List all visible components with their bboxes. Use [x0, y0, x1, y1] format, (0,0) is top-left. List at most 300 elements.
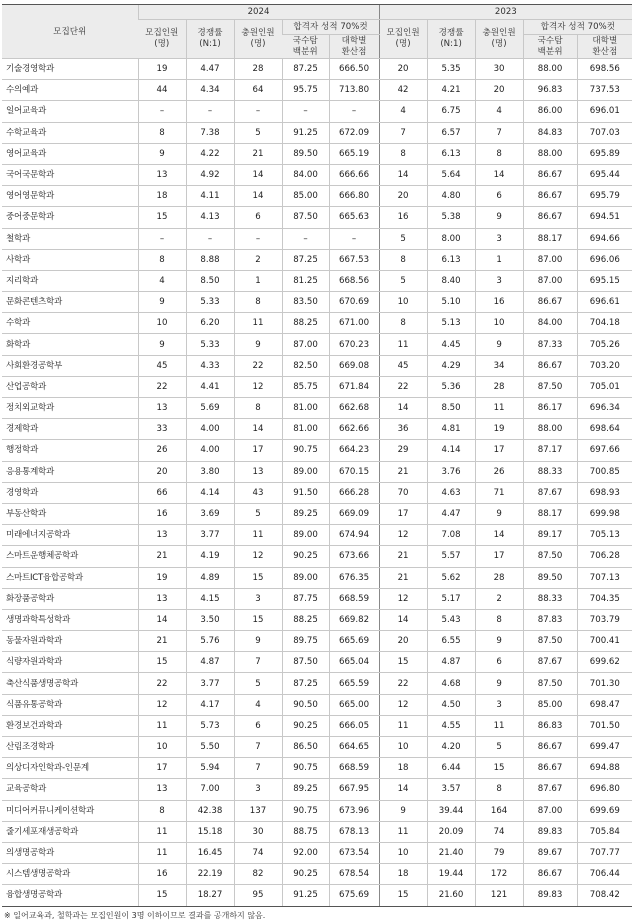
cell-extra-2023: 9 [475, 207, 523, 228]
cell-percentile-2024: 90.25 [282, 715, 329, 736]
cell-quota-2024: 16 [138, 503, 186, 524]
cell-quota-2023: 14 [379, 779, 427, 800]
cell-quota-2023: 21 [379, 567, 427, 588]
cell-percentile-2023: 86.17 [523, 398, 577, 419]
cell-department: 영어교육과 [2, 143, 138, 164]
cell-department: 환경보건과학과 [2, 715, 138, 736]
cell-extra-2024: 11 [234, 313, 282, 334]
cell-converted-2023: 698.56 [577, 59, 632, 80]
cell-competition-2024: 6.20 [186, 313, 234, 334]
cell-competition-2024: 3.77 [186, 673, 234, 694]
cell-competition-2024: 3.50 [186, 609, 234, 630]
cell-converted-2024: 670.69 [329, 292, 379, 313]
cell-extra-2023: 6 [475, 186, 523, 207]
cell-extra-2023: 74 [475, 821, 523, 842]
cell-percentile-2023: 86.67 [523, 758, 577, 779]
cell-department: 중어중문학과 [2, 207, 138, 228]
cell-converted-2023: 701.30 [577, 673, 632, 694]
header-percentile-2023: 국수탐 백분위 [523, 35, 577, 59]
cell-converted-2023: 706.44 [577, 864, 632, 885]
cell-converted-2023: 708.42 [577, 885, 632, 906]
cell-competition-2023: 4.20 [427, 737, 475, 758]
cell-competition-2023: 20.09 [427, 821, 475, 842]
cell-extra-2024: 28 [234, 59, 282, 80]
cell-department: 지리학과 [2, 270, 138, 291]
cell-department: 산업공학과 [2, 376, 138, 397]
cell-percentile-2023: 88.00 [523, 143, 577, 164]
cell-quota-2024: 21 [138, 546, 186, 567]
cell-competition-2024: 4.22 [186, 143, 234, 164]
header-quota-2023: 모집인원 (명) [379, 20, 427, 59]
cell-converted-2024: 669.09 [329, 503, 379, 524]
cell-extra-2023: 121 [475, 885, 523, 906]
cell-percentile-2024: 81.00 [282, 398, 329, 419]
cell-percentile-2024: 81.25 [282, 270, 329, 291]
cell-extra-2024: 8 [234, 398, 282, 419]
cell-competition-2023: 8.50 [427, 398, 475, 419]
cell-competition-2024: – [186, 101, 234, 122]
cell-department: 일어교육과 [2, 101, 138, 122]
cell-percentile-2024: 90.25 [282, 546, 329, 567]
table-row [2, 694, 632, 715]
cell-converted-2023: 696.06 [577, 249, 632, 270]
cell-percentile-2023: 88.00 [523, 59, 577, 80]
cell-percentile-2023: 87.50 [523, 376, 577, 397]
cell-quota-2024: 14 [138, 609, 186, 630]
cell-competition-2023: 5.38 [427, 207, 475, 228]
cell-extra-2023: 3 [475, 228, 523, 249]
cell-converted-2024: 672.09 [329, 122, 379, 143]
table-row [2, 673, 632, 694]
cell-percentile-2024: 84.00 [282, 164, 329, 185]
cell-department: 영어영문학과 [2, 186, 138, 207]
cell-quota-2023: 12 [379, 525, 427, 546]
table-row [2, 842, 632, 863]
cell-department: 의생명공학과 [2, 842, 138, 863]
cell-extra-2024: 22 [234, 355, 282, 376]
header-year-2023: 2023 [379, 5, 632, 20]
cell-percentile-2024: 86.50 [282, 737, 329, 758]
cell-percentile-2024: 89.75 [282, 631, 329, 652]
cell-percentile-2023: 87.50 [523, 673, 577, 694]
table-row [2, 715, 632, 736]
cell-extra-2023: 71 [475, 482, 523, 503]
cell-converted-2024: 662.68 [329, 398, 379, 419]
cell-converted-2024: 669.82 [329, 609, 379, 630]
cell-percentile-2023: 89.83 [523, 821, 577, 842]
cell-extra-2023: 30 [475, 59, 523, 80]
cell-extra-2024: 137 [234, 800, 282, 821]
cell-converted-2024: 675.69 [329, 885, 379, 906]
cell-converted-2024: 665.00 [329, 694, 379, 715]
cell-converted-2023: 700.41 [577, 631, 632, 652]
cell-converted-2023: 704.18 [577, 313, 632, 334]
cell-percentile-2023: 89.50 [523, 567, 577, 588]
cell-percentile-2024: 87.25 [282, 673, 329, 694]
cell-extra-2024: 9 [234, 334, 282, 355]
cell-competition-2024: 18.27 [186, 885, 234, 906]
cell-converted-2023: 699.62 [577, 652, 632, 673]
cell-extra-2023: 79 [475, 842, 523, 863]
cell-quota-2023: 14 [379, 398, 427, 419]
cell-department: 수학과 [2, 313, 138, 334]
cell-percentile-2024: 88.75 [282, 821, 329, 842]
cell-competition-2024: 4.33 [186, 355, 234, 376]
cell-department: 교육공학과 [2, 779, 138, 800]
cell-percentile-2024: 85.75 [282, 376, 329, 397]
cell-quota-2023: 4 [379, 101, 427, 122]
cell-converted-2023: 707.77 [577, 842, 632, 863]
cell-converted-2023: 696.34 [577, 398, 632, 419]
cell-converted-2024: 668.59 [329, 758, 379, 779]
header-score70-2024: 합격자 성적 70%컷 [282, 20, 379, 35]
cell-department: 화학과 [2, 334, 138, 355]
cell-converted-2023: 704.35 [577, 588, 632, 609]
cell-department: 문화콘텐츠학과 [2, 292, 138, 313]
header-converted-2024: 대학별 환산점 [329, 35, 379, 59]
table-row [2, 334, 632, 355]
cell-extra-2023: 3 [475, 694, 523, 715]
cell-percentile-2024: 88.25 [282, 609, 329, 630]
cell-quota-2024: 8 [138, 249, 186, 270]
cell-competition-2024: 4.11 [186, 186, 234, 207]
cell-percentile-2024: – [282, 228, 329, 249]
cell-quota-2024: 18 [138, 186, 186, 207]
cell-competition-2024: 16.45 [186, 842, 234, 863]
cell-department: 사회환경공학부 [2, 355, 138, 376]
cell-competition-2023: 4.21 [427, 80, 475, 101]
cell-quota-2023: 22 [379, 376, 427, 397]
cell-extra-2023: 8 [475, 779, 523, 800]
cell-percentile-2024: 89.00 [282, 461, 329, 482]
cell-quota-2024: 15 [138, 207, 186, 228]
cell-extra-2023: 1 [475, 249, 523, 270]
cell-extra-2024: 30 [234, 821, 282, 842]
cell-department: 줄기세포재생공학과 [2, 821, 138, 842]
cell-percentile-2023: 86.67 [523, 864, 577, 885]
cell-percentile-2024: – [282, 101, 329, 122]
table-row [2, 292, 632, 313]
cell-department: 정치외교학과 [2, 398, 138, 419]
cell-converted-2023: 703.79 [577, 609, 632, 630]
cell-extra-2024: 5 [234, 503, 282, 524]
cell-quota-2024: 13 [138, 525, 186, 546]
cell-competition-2023: 4.29 [427, 355, 475, 376]
cell-extra-2024: 12 [234, 376, 282, 397]
cell-extra-2024: 7 [234, 758, 282, 779]
cell-department: 식품유통공학과 [2, 694, 138, 715]
cell-quota-2024: 13 [138, 588, 186, 609]
cell-percentile-2023: 84.83 [523, 122, 577, 143]
cell-quota-2023: 17 [379, 503, 427, 524]
header-converted-2023: 대학별 환산점 [577, 35, 632, 59]
cell-quota-2023: 20 [379, 186, 427, 207]
cell-competition-2024: 5.73 [186, 715, 234, 736]
cell-competition-2024: 15.18 [186, 821, 234, 842]
cell-competition-2024: 4.14 [186, 482, 234, 503]
cell-extra-2023: 20 [475, 80, 523, 101]
cell-competition-2023: 6.13 [427, 249, 475, 270]
cell-department: 수학교육과 [2, 122, 138, 143]
cell-competition-2023: 21.40 [427, 842, 475, 863]
cell-department: 동물자원과학과 [2, 631, 138, 652]
table-row [2, 525, 632, 546]
cell-quota-2024: 13 [138, 164, 186, 185]
table-row [2, 398, 632, 419]
cell-percentile-2024: 89.00 [282, 525, 329, 546]
cell-percentile-2024: 90.75 [282, 758, 329, 779]
cell-converted-2023: 696.80 [577, 779, 632, 800]
cell-percentile-2023: 87.17 [523, 440, 577, 461]
cell-percentile-2024: 85.00 [282, 186, 329, 207]
cell-extra-2023: 172 [475, 864, 523, 885]
table-row [2, 101, 632, 122]
cell-extra-2024: 15 [234, 609, 282, 630]
cell-percentile-2024: 91.25 [282, 885, 329, 906]
cell-converted-2024: 713.80 [329, 80, 379, 101]
cell-competition-2024: – [186, 228, 234, 249]
cell-quota-2024: 8 [138, 122, 186, 143]
cell-converted-2024: – [329, 228, 379, 249]
cell-percentile-2024: 90.50 [282, 694, 329, 715]
cell-converted-2024: 671.00 [329, 313, 379, 334]
cell-competition-2024: 5.50 [186, 737, 234, 758]
cell-department: 수의예과 [2, 80, 138, 101]
cell-percentile-2023: 87.33 [523, 334, 577, 355]
cell-extra-2023: 28 [475, 376, 523, 397]
cell-competition-2023: 21.60 [427, 885, 475, 906]
cell-extra-2023: 9 [475, 673, 523, 694]
cell-quota-2023: 8 [379, 249, 427, 270]
cell-department: 시스템생명공학과 [2, 864, 138, 885]
cell-extra-2024: – [234, 228, 282, 249]
table-row [2, 631, 632, 652]
cell-quota-2023: 10 [379, 842, 427, 863]
cell-quota-2023: 10 [379, 737, 427, 758]
table-row [2, 461, 632, 482]
cell-extra-2024: 12 [234, 546, 282, 567]
cell-percentile-2023: 88.33 [523, 461, 577, 482]
cell-quota-2024: – [138, 228, 186, 249]
cell-converted-2024: 673.96 [329, 800, 379, 821]
cell-percentile-2024: 91.25 [282, 122, 329, 143]
cell-competition-2023: 6.57 [427, 122, 475, 143]
cell-percentile-2023: 86.67 [523, 737, 577, 758]
cell-quota-2024: 13 [138, 779, 186, 800]
cell-converted-2024: 662.66 [329, 419, 379, 440]
cell-competition-2023: 4.63 [427, 482, 475, 503]
cell-competition-2024: 3.77 [186, 525, 234, 546]
cell-department: 국어국문학과 [2, 164, 138, 185]
cell-quota-2024: 11 [138, 842, 186, 863]
cell-percentile-2024: 81.00 [282, 419, 329, 440]
cell-quota-2024: 11 [138, 821, 186, 842]
cell-quota-2023: 7 [379, 122, 427, 143]
cell-converted-2024: 678.13 [329, 821, 379, 842]
cell-extra-2024: 11 [234, 525, 282, 546]
table-row [2, 440, 632, 461]
cell-extra-2024: 7 [234, 652, 282, 673]
cell-converted-2023: 706.28 [577, 546, 632, 567]
cell-quota-2024: 33 [138, 419, 186, 440]
cell-quota-2023: 18 [379, 758, 427, 779]
header-extra-2024: 충원인원 (명) [234, 20, 282, 59]
cell-competition-2024: 4.19 [186, 546, 234, 567]
cell-extra-2023: 17 [475, 440, 523, 461]
cell-extra-2023: 17 [475, 546, 523, 567]
cell-percentile-2023: 86.67 [523, 207, 577, 228]
cell-competition-2023: 8.00 [427, 228, 475, 249]
cell-competition-2024: 5.69 [186, 398, 234, 419]
table-row [2, 355, 632, 376]
cell-percentile-2024: 92.00 [282, 842, 329, 863]
cell-extra-2024: 74 [234, 842, 282, 863]
cell-converted-2023: 698.64 [577, 419, 632, 440]
cell-converted-2023: 701.50 [577, 715, 632, 736]
table-row [2, 737, 632, 758]
cell-competition-2023: 7.08 [427, 525, 475, 546]
cell-competition-2023: 6.44 [427, 758, 475, 779]
cell-percentile-2023: 87.67 [523, 652, 577, 673]
table-row [2, 609, 632, 630]
table-row [2, 546, 632, 567]
cell-converted-2024: 678.54 [329, 864, 379, 885]
cell-quota-2024: 10 [138, 313, 186, 334]
cell-percentile-2023: 87.67 [523, 482, 577, 503]
cell-percentile-2024: 90.75 [282, 800, 329, 821]
cell-converted-2024: 669.08 [329, 355, 379, 376]
cell-quota-2023: 8 [379, 143, 427, 164]
cell-competition-2023: 3.76 [427, 461, 475, 482]
cell-department: 행정학과 [2, 440, 138, 461]
table-row [2, 482, 632, 503]
cell-percentile-2024: 89.25 [282, 503, 329, 524]
cell-converted-2023: 695.89 [577, 143, 632, 164]
cell-converted-2023: 703.20 [577, 355, 632, 376]
cell-extra-2023: 164 [475, 800, 523, 821]
cell-extra-2023: 9 [475, 334, 523, 355]
table-row [2, 376, 632, 397]
cell-extra-2024: 8 [234, 292, 282, 313]
cell-department: 경제학과 [2, 419, 138, 440]
cell-competition-2023: 5.36 [427, 376, 475, 397]
cell-competition-2024: 4.00 [186, 440, 234, 461]
cell-converted-2024: 668.59 [329, 588, 379, 609]
cell-competition-2023: 39.44 [427, 800, 475, 821]
cell-competition-2024: 4.13 [186, 207, 234, 228]
cell-department: 스마트운행체공학과 [2, 546, 138, 567]
cell-quota-2023: 15 [379, 652, 427, 673]
cell-quota-2023: 20 [379, 631, 427, 652]
cell-department: 기술경영학과 [2, 59, 138, 80]
cell-converted-2023: 694.88 [577, 758, 632, 779]
cell-department: 응용통계학과 [2, 461, 138, 482]
cell-extra-2023: 16 [475, 292, 523, 313]
cell-extra-2024: 82 [234, 864, 282, 885]
cell-converted-2023: 695.15 [577, 270, 632, 291]
cell-percentile-2023: 88.00 [523, 419, 577, 440]
cell-percentile-2024: 95.75 [282, 80, 329, 101]
cell-competition-2023: 6.75 [427, 101, 475, 122]
cell-extra-2024: 64 [234, 80, 282, 101]
cell-percentile-2023: 86.83 [523, 715, 577, 736]
cell-extra-2023: 11 [475, 715, 523, 736]
header-extra-2023: 충원인원 (명) [475, 20, 523, 59]
cell-quota-2024: 20 [138, 461, 186, 482]
cell-extra-2023: 10 [475, 313, 523, 334]
cell-quota-2023: 16 [379, 207, 427, 228]
cell-percentile-2023: 86.67 [523, 186, 577, 207]
table-row [2, 164, 632, 185]
cell-percentile-2023: 87.50 [523, 631, 577, 652]
cell-extra-2024: 3 [234, 779, 282, 800]
cell-quota-2023: 29 [379, 440, 427, 461]
cell-quota-2023: 36 [379, 419, 427, 440]
cell-converted-2024: 668.56 [329, 270, 379, 291]
cell-competition-2023: 8.40 [427, 270, 475, 291]
cell-converted-2024: 666.66 [329, 164, 379, 185]
cell-quota-2023: 12 [379, 588, 427, 609]
cell-extra-2023: 9 [475, 503, 523, 524]
cell-competition-2023: 5.10 [427, 292, 475, 313]
cell-department: 사학과 [2, 249, 138, 270]
cell-competition-2024: 22.19 [186, 864, 234, 885]
cell-percentile-2023: 87.00 [523, 249, 577, 270]
cell-converted-2024: 666.80 [329, 186, 379, 207]
cell-converted-2023: 696.01 [577, 101, 632, 122]
cell-competition-2024: 5.76 [186, 631, 234, 652]
cell-extra-2024: 95 [234, 885, 282, 906]
table-row [2, 80, 632, 101]
cell-quota-2023: 20 [379, 59, 427, 80]
cell-competition-2023: 4.55 [427, 715, 475, 736]
cell-competition-2023: 5.64 [427, 164, 475, 185]
cell-extra-2024: – [234, 101, 282, 122]
cell-percentile-2023: 84.00 [523, 313, 577, 334]
cell-extra-2023: 9 [475, 631, 523, 652]
cell-extra-2023: 26 [475, 461, 523, 482]
cell-extra-2024: 1 [234, 270, 282, 291]
cell-competition-2024: 8.88 [186, 249, 234, 270]
cell-percentile-2023: 88.17 [523, 228, 577, 249]
cell-quota-2024: 19 [138, 567, 186, 588]
cell-percentile-2023: 87.83 [523, 609, 577, 630]
cell-percentile-2023: 87.67 [523, 779, 577, 800]
cell-competition-2024: 4.17 [186, 694, 234, 715]
header-unit: 모집단위 [2, 5, 138, 59]
cell-competition-2023: 4.50 [427, 694, 475, 715]
cell-converted-2024: 667.53 [329, 249, 379, 270]
cell-extra-2024: 15 [234, 567, 282, 588]
cell-extra-2023: 8 [475, 143, 523, 164]
cell-converted-2023: 700.85 [577, 461, 632, 482]
cell-department: 의상디자인학과-인문계 [2, 758, 138, 779]
cell-quota-2023: 42 [379, 80, 427, 101]
cell-competition-2024: 4.41 [186, 376, 234, 397]
cell-competition-2024: 4.34 [186, 80, 234, 101]
cell-converted-2023: 705.13 [577, 525, 632, 546]
cell-percentile-2024: 87.25 [282, 249, 329, 270]
cell-department: 화장품공학과 [2, 588, 138, 609]
cell-converted-2023: 696.61 [577, 292, 632, 313]
cell-extra-2023: 11 [475, 398, 523, 419]
cell-competition-2024: 5.94 [186, 758, 234, 779]
header-year-2024: 2024 [138, 5, 379, 20]
cell-extra-2023: 28 [475, 567, 523, 588]
cell-competition-2024: 4.15 [186, 588, 234, 609]
cell-quota-2024: 22 [138, 673, 186, 694]
cell-quota-2024: 17 [138, 758, 186, 779]
